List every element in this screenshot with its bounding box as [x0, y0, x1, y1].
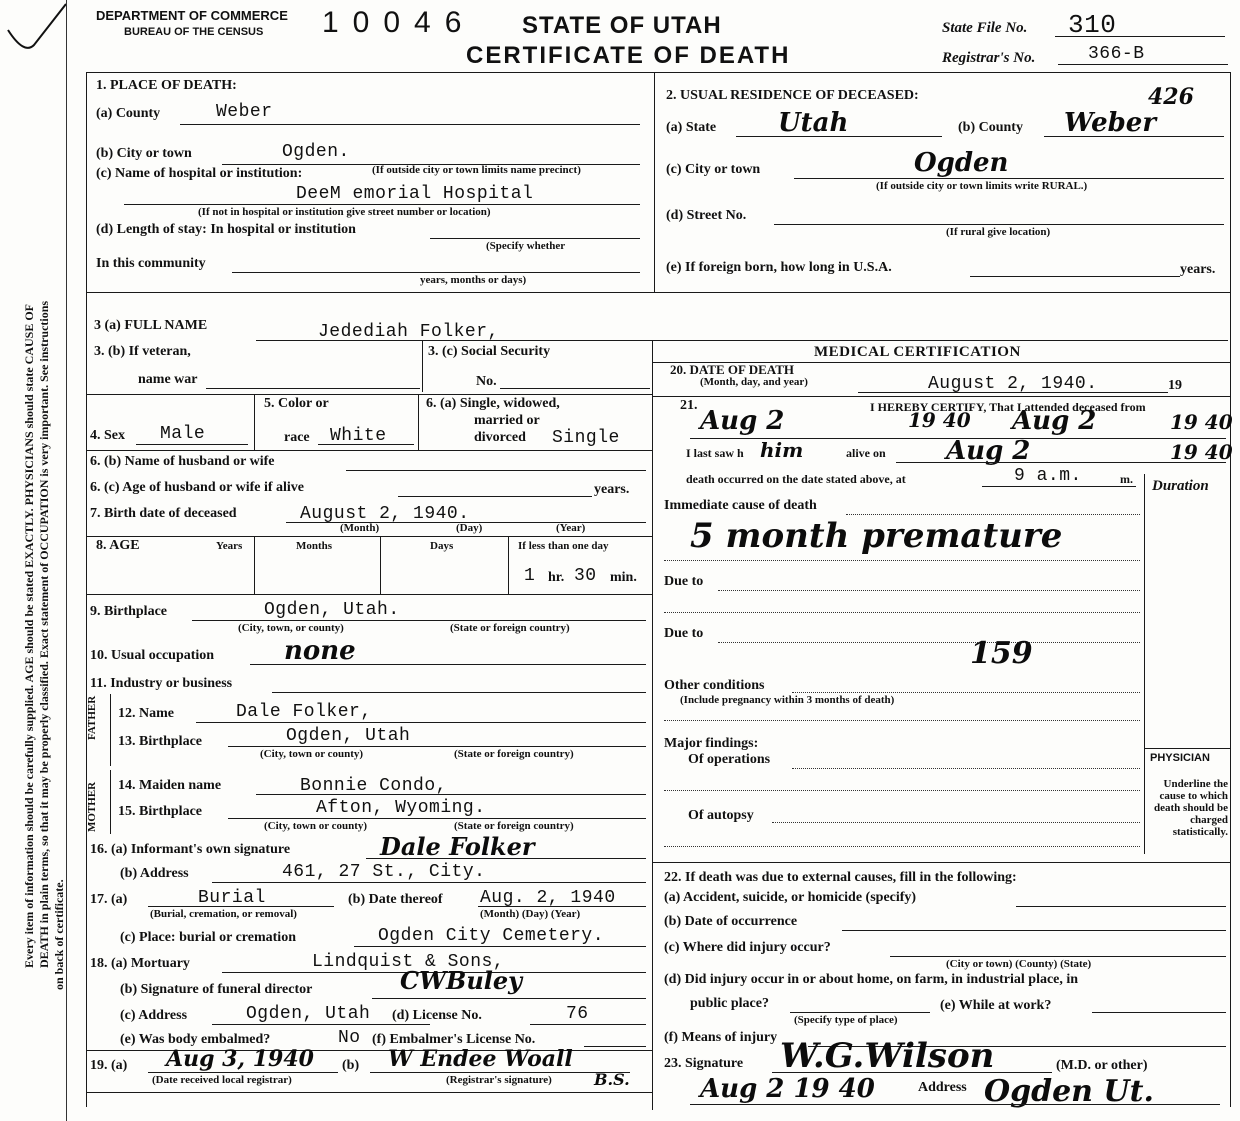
- operations-rule: [792, 768, 1140, 769]
- other-conditions-label: Other conditions: [664, 678, 765, 693]
- immediate-cause-rule: [846, 514, 1140, 515]
- age-days-header: Days: [430, 540, 454, 552]
- age-hr-label: hr.: [548, 570, 565, 585]
- mother-maiden-label: 14. Maiden name: [118, 778, 222, 793]
- informant-signature: Dale Folker: [380, 832, 535, 861]
- date-of-death-value: August 2, 1940.: [928, 374, 1098, 394]
- marital-label-3: divorced: [474, 430, 526, 445]
- birthplace-rule: [192, 620, 646, 621]
- operations-label: Of operations: [688, 752, 771, 767]
- signature-rule: [772, 1072, 1052, 1073]
- external-e-rule: [1092, 1012, 1226, 1013]
- physician-signature: W.G.Wilson: [780, 1036, 995, 1076]
- birthplace-city-note: (City, town, or county): [238, 622, 344, 634]
- external-d-note: (Specify type of place): [794, 1014, 898, 1026]
- age-minutes-value: 30: [574, 566, 597, 586]
- county-label: (a) County: [96, 106, 161, 121]
- death-time-m: m.: [1120, 472, 1133, 486]
- signature-address-label: Address: [918, 1080, 967, 1095]
- last-saw-year: 19 40: [1170, 440, 1233, 464]
- due-to-rule-2: [718, 642, 1140, 643]
- license-value: 76: [566, 1004, 589, 1024]
- hospital-label: (c) Name of hospital or institution:: [96, 166, 303, 181]
- marital-label-2: married or: [474, 413, 540, 428]
- full-name-rule: [256, 340, 1228, 341]
- received-rule: [148, 1072, 338, 1073]
- external-a-rule: [1016, 906, 1226, 907]
- stay-note: (Specify whether: [486, 240, 566, 252]
- father-name-value: Dale Folker,: [236, 702, 372, 722]
- certificate-number: 10046: [322, 6, 476, 39]
- birthplace-state-note: (State or foreign country): [450, 622, 570, 634]
- birth-year-note: (Year): [556, 522, 586, 534]
- disposition-label: 17. (a): [90, 892, 128, 907]
- left-margin-rule: [66, 0, 67, 1121]
- state-file-label: State File No.: [942, 20, 1028, 36]
- occupation-label: 10. Usual occupation: [90, 648, 215, 663]
- mother-side-label: MOTHER: [86, 781, 98, 832]
- sex-value: Male: [160, 424, 206, 444]
- mortuary-address-label: (c) Address: [120, 1008, 188, 1023]
- place-of-death-heading: 1. PLACE OF DEATH:: [96, 78, 237, 93]
- external-b-label: (b) Date of occurrence: [664, 914, 798, 929]
- race-label: race: [284, 430, 310, 445]
- marital-value: Single: [552, 428, 620, 448]
- cause-code: 159: [970, 636, 1033, 671]
- major-findings-label: Major findings:: [664, 736, 759, 751]
- due-to-rule-1: [718, 590, 1140, 591]
- external-e-label: (e) While at work?: [940, 998, 1052, 1013]
- registrar-signature-rule: [370, 1072, 630, 1073]
- physician-label: PHYSICIAN: [1150, 752, 1210, 764]
- foreign-label: (e) If foreign born, how long in U.S.A.: [666, 260, 892, 275]
- external-c-label: (c) Where did injury occur?: [664, 940, 831, 955]
- veteran-label: 3. (b) If veteran,: [94, 344, 191, 359]
- external-a-label: (a) Accident, suicide, or homicide (specify): [664, 890, 917, 905]
- birth-day-note: (Day): [456, 522, 483, 534]
- city-value: Ogden.: [282, 142, 350, 162]
- birth-date-label: 7. Birth date of deceased: [90, 506, 237, 521]
- certificate-title: CERTIFICATE OF DEATH: [466, 42, 791, 69]
- duration-header: Duration: [1152, 478, 1209, 494]
- veteran-bottom-rule: [86, 394, 652, 395]
- informant-label: 16. (a) Informant's own signature: [90, 842, 291, 857]
- signature-address-rule: [690, 1104, 1220, 1105]
- alive-on-label: alive on: [846, 446, 886, 460]
- res-county-rule: [1044, 136, 1224, 137]
- date-thereof-value: Aug. 2, 1940: [480, 888, 616, 908]
- due-to-label-1: Due to: [664, 574, 704, 589]
- informant-address-value: 461, 27 St., City.: [282, 862, 486, 882]
- res-city-value: Ogden: [914, 148, 1009, 178]
- community-label: In this community: [96, 256, 206, 271]
- registrar-number-label: Registrar's No.: [942, 50, 1036, 66]
- frame-top: [86, 72, 1231, 73]
- occupation-value: none: [284, 636, 356, 666]
- death-time-value: 9 a.m.: [1014, 466, 1082, 486]
- mortuary-address-value: Ogden, Utah: [246, 1004, 371, 1024]
- medical-heading: MEDICAL CERTIFICATION: [814, 344, 1021, 360]
- age-less-header: If less than one day: [518, 540, 609, 552]
- received-label: 19. (a): [90, 1058, 128, 1073]
- mortuary-address-rule: [212, 1024, 430, 1025]
- age-divider-2: [380, 536, 381, 594]
- external-c-rule: [890, 956, 1226, 957]
- res-city-note: (If outside city or town limits write RURAL.): [876, 180, 1088, 192]
- age-divider-1: [254, 536, 255, 594]
- full-name-value: Jedediah Folker,: [318, 322, 499, 342]
- date-of-death-19: 19: [1168, 378, 1182, 393]
- certify-number: 21.: [680, 398, 698, 413]
- autopsy-label: Of autopsy: [688, 808, 754, 823]
- res-city-label: (c) City or town: [666, 162, 761, 177]
- res-city-rule: [794, 178, 1224, 179]
- top-center-divider: [654, 72, 655, 292]
- color-label: 5. Color or: [264, 396, 329, 411]
- mortuary-value: Lindquist & Sons,: [312, 952, 505, 972]
- mother-maiden-value: Bonnie Condo,: [300, 776, 447, 796]
- other-conditions-rule: [792, 692, 1140, 693]
- md-label: (M.D. or other): [1056, 1058, 1148, 1073]
- center-divider: [652, 340, 653, 1110]
- age-divider-3: [508, 536, 509, 594]
- residence-code: 426: [1148, 84, 1194, 110]
- informant-address-label: (b) Address: [120, 866, 189, 881]
- mother-birthplace-state-note: (State or foreign country): [454, 820, 574, 832]
- hospital-value: DeeM emorial Hospital: [296, 184, 534, 204]
- external-d-label: (d) Did injury occur in or about home, on farm, in industrial place, in: [664, 972, 1079, 987]
- underline-note: Underline the cause to which death should be charged statistically.: [1154, 778, 1228, 838]
- race-divider: [418, 394, 419, 450]
- birth-date-value: August 2, 1940.: [300, 504, 470, 524]
- sex-rule: [136, 444, 248, 445]
- age-years-header: Years: [216, 540, 243, 552]
- disposition-value: Burial: [198, 888, 266, 908]
- checkmark-icon: [4, 0, 74, 65]
- full-name-label: 3 (a) FULL NAME: [94, 318, 208, 333]
- occurred-label: death occurred on the date stated above, at: [686, 472, 906, 486]
- last-saw-label: I last saw h: [686, 446, 744, 460]
- res-state-rule: [736, 136, 942, 137]
- embalmer-license-label: (f) Embalmer's License No.: [372, 1032, 536, 1047]
- sex-bottom-rule: [86, 450, 652, 451]
- director-signature: CWBuley: [400, 966, 523, 995]
- marital-label: 6. (a) Single, widowed,: [426, 396, 560, 411]
- foreign-years: years.: [1180, 262, 1216, 277]
- father-birthplace-value: Ogden, Utah: [286, 726, 411, 746]
- date-of-death-rule: [858, 392, 1168, 393]
- burial-place-label: (c) Place: burial or cremation: [120, 930, 296, 945]
- signature-label: 23. Signature: [664, 1056, 744, 1071]
- immediate-cause-label: Immediate cause of death: [664, 498, 817, 513]
- date-thereof-label: (b) Date thereof: [348, 892, 443, 907]
- county-rule: [180, 124, 640, 125]
- external-b-rule: [842, 930, 1226, 931]
- last-saw-value: Aug 2: [946, 436, 1031, 466]
- residence-heading: 2. USUAL RESIDENCE OF DECEASED:: [666, 88, 919, 103]
- received-date: Aug 3, 1940: [166, 1046, 314, 1072]
- mother-birthplace-value: Afton, Wyoming.: [316, 798, 486, 818]
- certify-text: I HEREBY CERTIFY, That I attended deceased from: [870, 400, 1146, 414]
- attended-to-year: 19 40: [1170, 410, 1233, 434]
- mother-birthplace-label: 15. Birthplace: [118, 804, 202, 819]
- sex-divider: [254, 394, 255, 450]
- state-file-number: 310: [1068, 10, 1117, 40]
- sidebar-instructions-line2: DEATH in plain terms, so that it may be properly classified. Exact statement of OCCUPATION is very important. See instructions: [37, 300, 51, 968]
- duration-divider: [1144, 474, 1145, 854]
- license-label: (d) License No.: [392, 1008, 482, 1023]
- registrar-rule: [1058, 64, 1228, 65]
- frame-right: [1230, 72, 1231, 1107]
- registrar-signature-note: (Registrar's signature): [446, 1074, 552, 1086]
- frame-left: [86, 72, 87, 1107]
- embalmer-license-rule: [584, 1046, 646, 1047]
- birthplace-value: Ogden, Utah.: [264, 600, 400, 620]
- informant-address-rule: [212, 882, 646, 883]
- father-birthplace-label: 13. Birthplace: [118, 734, 202, 749]
- community-rule: [232, 272, 640, 273]
- department-label: DEPARTMENT OF COMMERCE: [96, 8, 288, 23]
- name-war-label: name war: [138, 372, 198, 387]
- date-of-death-bottom-rule: [652, 396, 1230, 397]
- external-top-rule: [652, 862, 1230, 863]
- social-security-label: 3. (c) Social Security: [428, 344, 551, 359]
- other-conditions-note: (Include pregnancy within 3 months of death): [680, 694, 895, 706]
- section-divider: [86, 292, 1231, 293]
- ss-rule: [500, 388, 650, 389]
- mother-bracket: [110, 770, 111, 834]
- spouse-years: years.: [594, 482, 630, 497]
- frame-bottom-left: [86, 1092, 652, 1093]
- city-label: (b) City or town: [96, 146, 192, 161]
- father-side-label: FATHER: [86, 695, 98, 740]
- informant-rule: [366, 858, 646, 859]
- director-label: (b) Signature of funeral director: [120, 982, 313, 997]
- bureau-label: BUREAU OF THE CENSUS: [124, 26, 264, 38]
- spouse-age-label: 6. (c) Age of husband or wife if alive: [90, 480, 305, 495]
- community-note: years, months or days): [420, 274, 527, 286]
- other-conditions-rule-2: [664, 720, 1140, 721]
- age-bottom-rule: [86, 594, 652, 595]
- res-county-value: Weber: [1064, 108, 1157, 138]
- mother-birthplace-rule: [228, 818, 646, 819]
- received-note: (Date received local registrar): [152, 1074, 292, 1086]
- father-bracket: [110, 694, 111, 766]
- res-state-value: Utah: [778, 108, 849, 138]
- age-hours-value: 1: [524, 566, 536, 586]
- operations-rule-2: [664, 790, 1140, 791]
- due-to-label-2: Due to: [664, 626, 704, 641]
- embalmed-label: (e) Was body embalmed?: [120, 1032, 271, 1047]
- autopsy-rule: [772, 822, 1140, 823]
- date-of-death-label: 20. DATE OF DEATH: [670, 362, 794, 377]
- registrar-initials: B.S.: [594, 1070, 630, 1089]
- hospital-note: (If not in hospital or institution give street number or location): [198, 206, 491, 218]
- street-label: (d) Street No.: [666, 208, 747, 223]
- stay-label: (d) Length of stay: In hospital or institution: [96, 222, 356, 237]
- name-war-rule: [206, 388, 420, 389]
- date-of-death-note: (Month, day, and year): [700, 376, 808, 388]
- county-value: Weber: [216, 102, 273, 122]
- last-saw-rule: [896, 462, 1226, 463]
- industry-label: 11. Industry or business: [90, 676, 233, 691]
- external-heading: 22. If death was due to external causes, fill in the following:: [664, 870, 1017, 885]
- occupation-rule: [250, 664, 646, 665]
- age-label: 8. AGE: [96, 538, 140, 553]
- due-to-rule-1b: [664, 612, 1140, 613]
- external-c-notes: (City or town) (County) (State): [946, 958, 1092, 970]
- attended-to-value: Aug 2: [1012, 406, 1097, 436]
- registrar-signature-label: (b): [342, 1058, 360, 1073]
- mother-maiden-rule: [256, 794, 646, 795]
- disposition-note: (Burial, cremation, or removal): [150, 908, 297, 920]
- mother-birthplace-city-note: (City, town or county): [264, 820, 368, 832]
- external-f-label: (f) Means of injury: [664, 1030, 778, 1045]
- date-thereof-rule: [478, 906, 646, 907]
- death-time-rule: [982, 486, 1136, 487]
- stay-rule: [430, 238, 640, 239]
- street-note: (If rural give location): [946, 226, 1051, 238]
- mortuary-label: 18. (a) Mortuary: [90, 956, 190, 971]
- date-thereof-note: (Month) (Day) (Year): [480, 908, 581, 920]
- director-rule: [372, 998, 646, 999]
- res-state-label: (a) State: [666, 120, 717, 135]
- father-birthplace-city-note: (City, town or county): [260, 748, 364, 760]
- race-value: White: [330, 426, 387, 446]
- age-min-label: min.: [610, 570, 637, 585]
- res-county-label: (b) County: [958, 120, 1023, 135]
- immediate-cause-rule-2: [664, 560, 1140, 561]
- external-d2-label: public place?: [690, 996, 769, 1011]
- birthplace-label: 9. Birthplace: [90, 604, 167, 619]
- registrar-number: 366-B: [1088, 44, 1145, 64]
- license-rule: [530, 1024, 646, 1025]
- registrar-signature: W Endee Woall: [388, 1046, 573, 1072]
- immediate-cause-value: 5 month premature: [690, 516, 1063, 556]
- spouse-name-label: 6. (b) Name of husband or wife: [90, 454, 275, 469]
- attended-from-year: 19 40: [908, 408, 971, 432]
- signature-date: Aug 2 19 40: [700, 1074, 875, 1104]
- spouse-name-rule: [346, 470, 646, 471]
- burial-place-rule: [354, 946, 646, 947]
- embalmed-value: No: [338, 1028, 361, 1048]
- disposition-rule: [148, 906, 334, 907]
- ss-no-label: No.: [476, 374, 497, 389]
- sex-label: 4. Sex: [90, 428, 125, 443]
- father-name-rule: [196, 722, 646, 723]
- father-birthplace-state-note: (State or foreign country): [454, 748, 574, 760]
- burial-place-value: Ogden City Cemetery.: [378, 926, 605, 946]
- hospital-rule: [124, 204, 640, 205]
- race-rule: [318, 444, 414, 445]
- file-rule: [1055, 36, 1225, 37]
- city-note: (If outside city or town limits name precinct): [372, 164, 581, 176]
- age-top-rule: [86, 536, 652, 537]
- age-months-header: Months: [296, 540, 333, 552]
- father-name-label: 12. Name: [118, 706, 174, 721]
- veteran-divider: [422, 340, 423, 392]
- foreign-rule: [970, 276, 1180, 277]
- sidebar-instructions-line3: on back of certificate.: [52, 879, 66, 990]
- physician-rule: [1144, 748, 1230, 749]
- external-d-rule: [790, 1012, 930, 1013]
- father-birthplace-rule: [228, 746, 646, 747]
- autopsy-rule-2: [664, 846, 1140, 847]
- sidebar-instructions-line1: Every item of information should be carefully supplied. AGE should be stated EXACTLY. PHYSICIANS should state CAUSE OF: [22, 304, 36, 968]
- attended-from-value: Aug 2: [700, 406, 785, 436]
- spouse-age-rule: [398, 496, 592, 497]
- state-title: STATE OF UTAH: [522, 12, 722, 39]
- last-saw-him: him: [760, 438, 804, 462]
- signature-address-value: Ogden Ut.: [984, 1074, 1154, 1109]
- street-rule: [774, 224, 1224, 225]
- birth-month-note: (Month): [340, 522, 380, 534]
- industry-rule: [272, 692, 646, 693]
